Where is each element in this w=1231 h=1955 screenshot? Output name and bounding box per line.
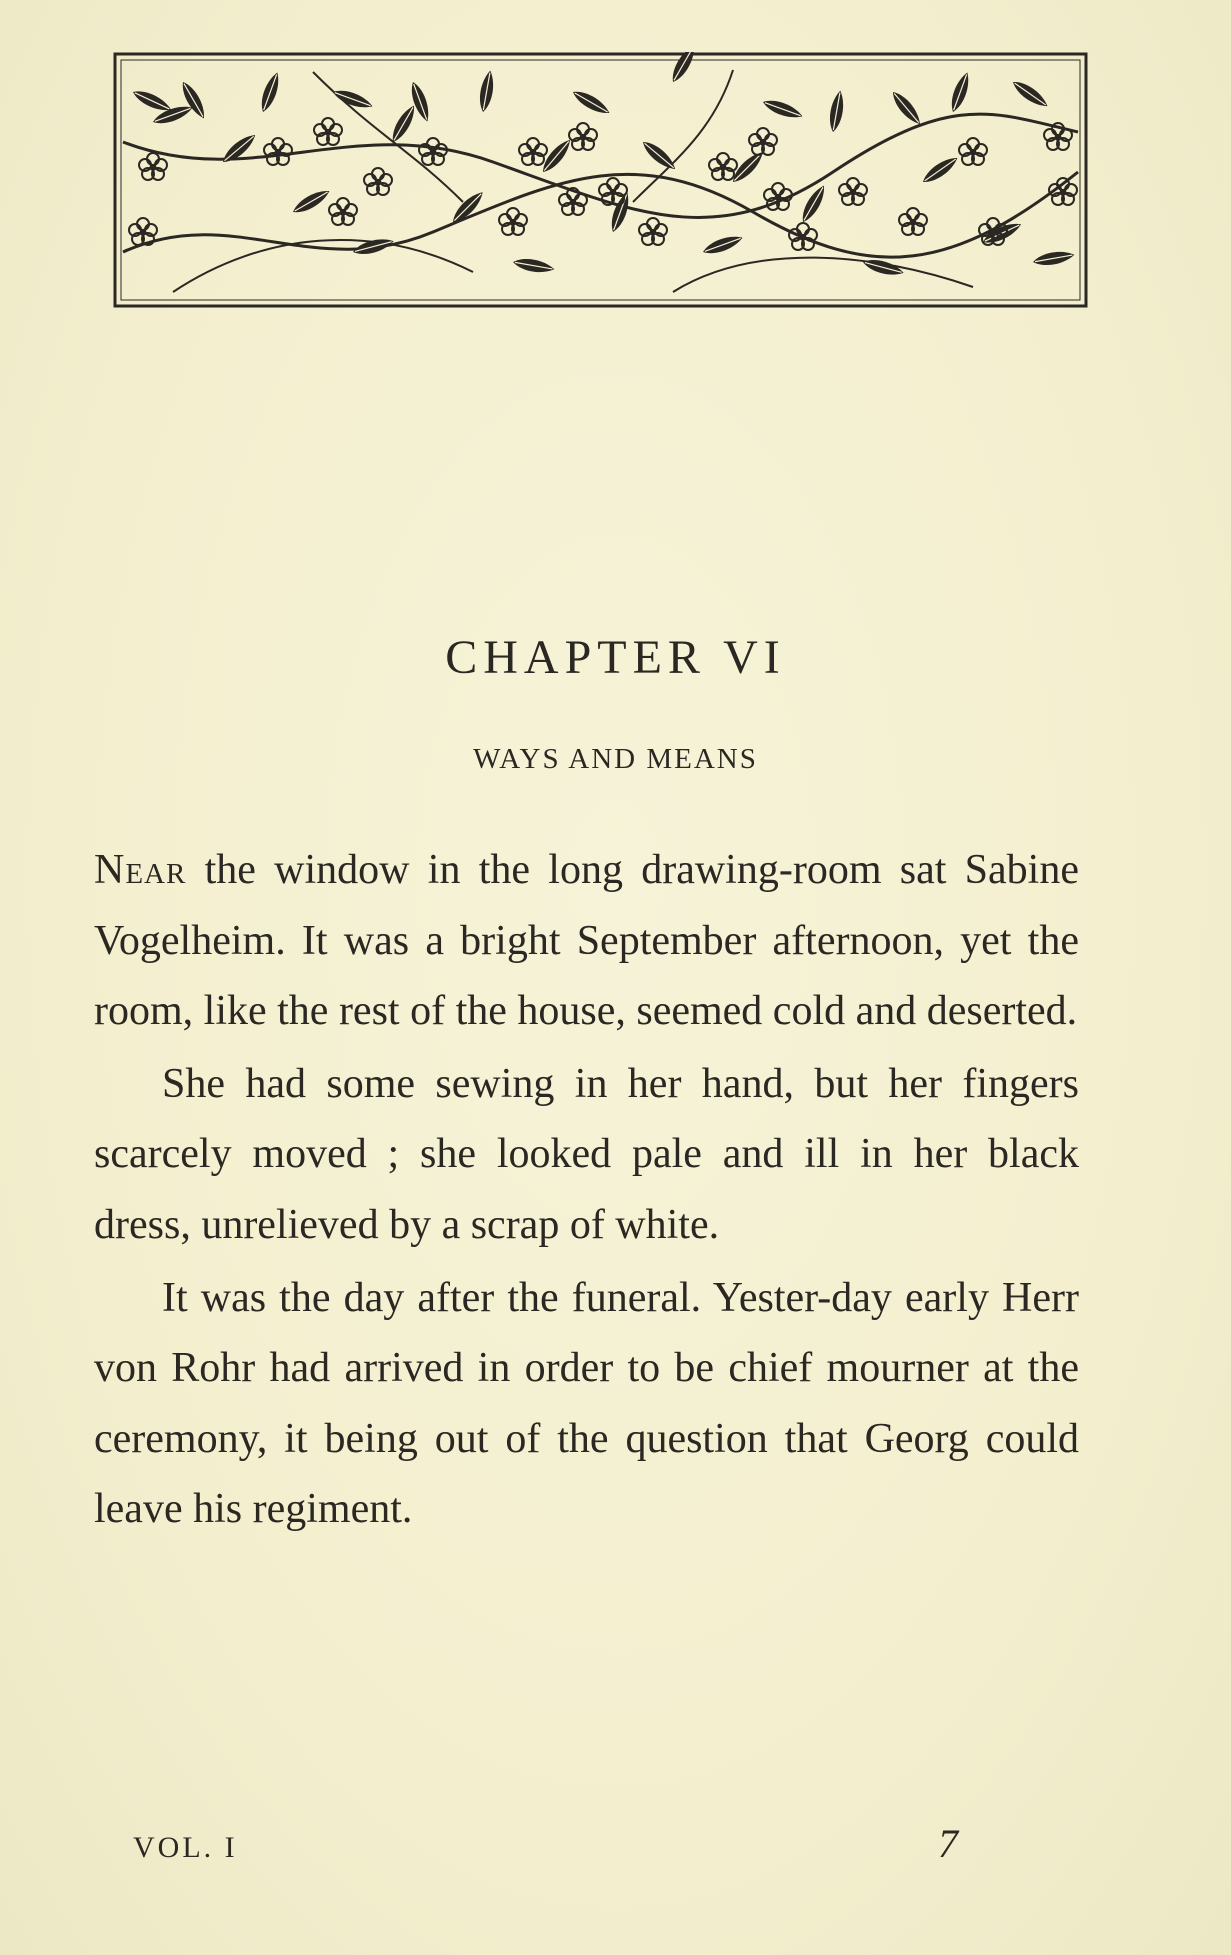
chapter-subtitle: WAYS AND MEANS: [473, 743, 758, 775]
chapter-title: CHAPTER VI: [445, 631, 786, 684]
floral-headpiece-ornament: [113, 52, 1088, 308]
page-number: 7: [938, 1821, 958, 1866]
paragraph: It was the day after the funeral. Yester-day early Herr von Rohr had arrived in order to be chief mourner at the ceremony, it being out of the question that Georg could leave his regiment.: [94, 1274, 1079, 1533]
chapter-body: [94, 835, 1079, 1545]
paragraph: She had some sewing in her hand, but her fingers scarcely moved ; she looked pale and ill in her black dress, unrelieved by a scrap of white.: [94, 1060, 1079, 1248]
paragraph-text: the window in the long drawing-room sat Sabine Vogelheim. It was a bright September afternoon, yet the room, like the rest of the house, seemed cold and deserted.: [94, 847, 1079, 1035]
signature-mark: VOL. I: [133, 1831, 238, 1864]
opening-small-caps-word: Near: [94, 847, 187, 893]
paragraph: [94, 835, 1079, 1047]
